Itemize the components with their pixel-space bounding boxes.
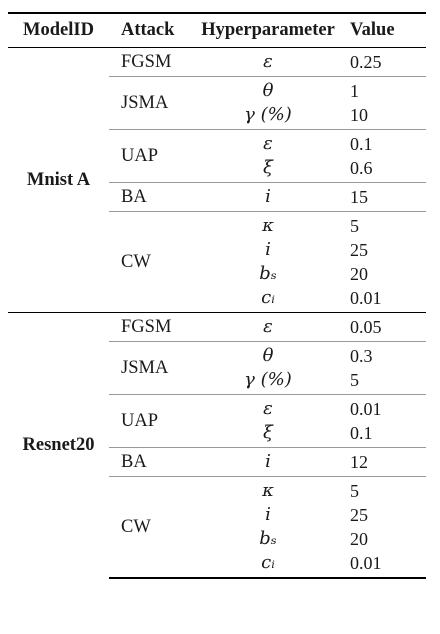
attack-cell: JSMA — [109, 342, 198, 395]
table-body — [8, 48, 426, 579]
table-row — [8, 313, 426, 342]
value-number: 5 — [350, 481, 359, 501]
hyperparameter-symbol: ε — [263, 398, 273, 419]
header-hyperparameter: Hyperparameter — [198, 13, 338, 48]
hyperparameter-symbol: γ (%) — [244, 369, 292, 390]
hyperparameter-symbol: γ (%) — [244, 104, 292, 125]
hyperparameter-cell — [198, 448, 338, 477]
hyperparameter-symbol: θ — [262, 345, 274, 366]
value-number: 5 — [350, 370, 359, 390]
hyperparameter-cell — [198, 130, 338, 183]
value-number: 0.3 — [350, 346, 373, 366]
hyperparameter-cell — [198, 183, 338, 212]
model-id-cell: Mnist A — [26, 169, 91, 190]
value-cell — [338, 477, 426, 579]
hyperparameter-symbol: ξ — [263, 422, 273, 443]
header-attack: Attack — [109, 13, 198, 48]
value-cell — [338, 448, 426, 477]
value-cell — [338, 77, 426, 130]
value-number: 0.01 — [350, 399, 382, 419]
hyperparameter-cell — [198, 477, 338, 579]
value-number: 25 — [350, 505, 368, 525]
hyperparameter-symbol: i — [265, 186, 271, 207]
value-cell — [338, 130, 426, 183]
hyperparameter-symbol: i — [265, 239, 271, 260]
hyperparameter-symbol: κ — [262, 480, 274, 501]
value-number: 12 — [350, 452, 368, 472]
attack-cell: BA — [109, 448, 198, 477]
hyperparameter-symbol: κ — [262, 215, 274, 236]
hyperparameter-symbol: i — [265, 504, 271, 525]
value-cell — [338, 313, 426, 342]
hyperparameter-symbol: θ — [262, 80, 274, 101]
value-number: 0.01 — [350, 553, 382, 573]
attack-cell: JSMA — [109, 77, 198, 130]
value-number: 0.25 — [350, 52, 382, 72]
header-row — [8, 13, 426, 48]
value-number: 20 — [350, 264, 368, 284]
header-model-id: ModelID — [8, 13, 109, 48]
hyperparameter-symbol: bₛ — [259, 528, 277, 549]
hyperparameter-cell — [198, 77, 338, 130]
value-number: 0.01 — [350, 288, 382, 308]
value-number: 10 — [350, 105, 368, 125]
hyperparameter-table — [8, 12, 426, 579]
table-row — [8, 48, 426, 77]
value-cell — [338, 395, 426, 448]
attack-cell: FGSM — [121, 51, 172, 72]
hyperparameter-cell — [198, 342, 338, 395]
value-cell — [338, 212, 426, 313]
hyperparameter-symbol: bₛ — [259, 263, 277, 284]
value-number: 1 — [350, 81, 359, 101]
hyperparameter-cell — [198, 313, 338, 342]
hyperparameter-symbol: ε — [263, 51, 273, 72]
hyperparameter-symbol: i — [265, 451, 271, 472]
attack-cell: UAP — [109, 130, 198, 183]
attack-cell: UAP — [109, 395, 198, 448]
value-number: 0.6 — [350, 158, 373, 178]
hyperparameter-symbol: ξ — [263, 157, 273, 178]
hyperparameter-symbol: ε — [263, 133, 273, 154]
attack-cell: BA — [109, 183, 198, 212]
value-number: 0.1 — [350, 134, 373, 154]
hyperparameter-cell — [198, 212, 338, 313]
header-value: Value — [338, 13, 426, 48]
hyperparameter-symbol: cᵢ — [261, 552, 275, 573]
value-number: 0.1 — [350, 423, 373, 443]
value-number: 5 — [350, 216, 359, 236]
attack-cell: CW — [109, 477, 198, 579]
attack-cell: FGSM — [109, 313, 198, 342]
hyperparameter-symbol: cᵢ — [261, 287, 275, 308]
hyperparameter-cell — [198, 395, 338, 448]
model-id-cell: Resnet20 — [8, 313, 109, 579]
hyperparameter-cell — [198, 48, 338, 77]
value-cell — [338, 183, 426, 212]
hyperparameter-symbol: ε — [263, 316, 273, 337]
value-number: 25 — [350, 240, 368, 260]
value-cell — [338, 342, 426, 395]
attack-cell: CW — [109, 212, 198, 313]
value-number: 0.05 — [350, 317, 382, 337]
value-number: 20 — [350, 529, 368, 549]
value-number: 15 — [350, 187, 368, 207]
value-cell — [338, 48, 426, 77]
